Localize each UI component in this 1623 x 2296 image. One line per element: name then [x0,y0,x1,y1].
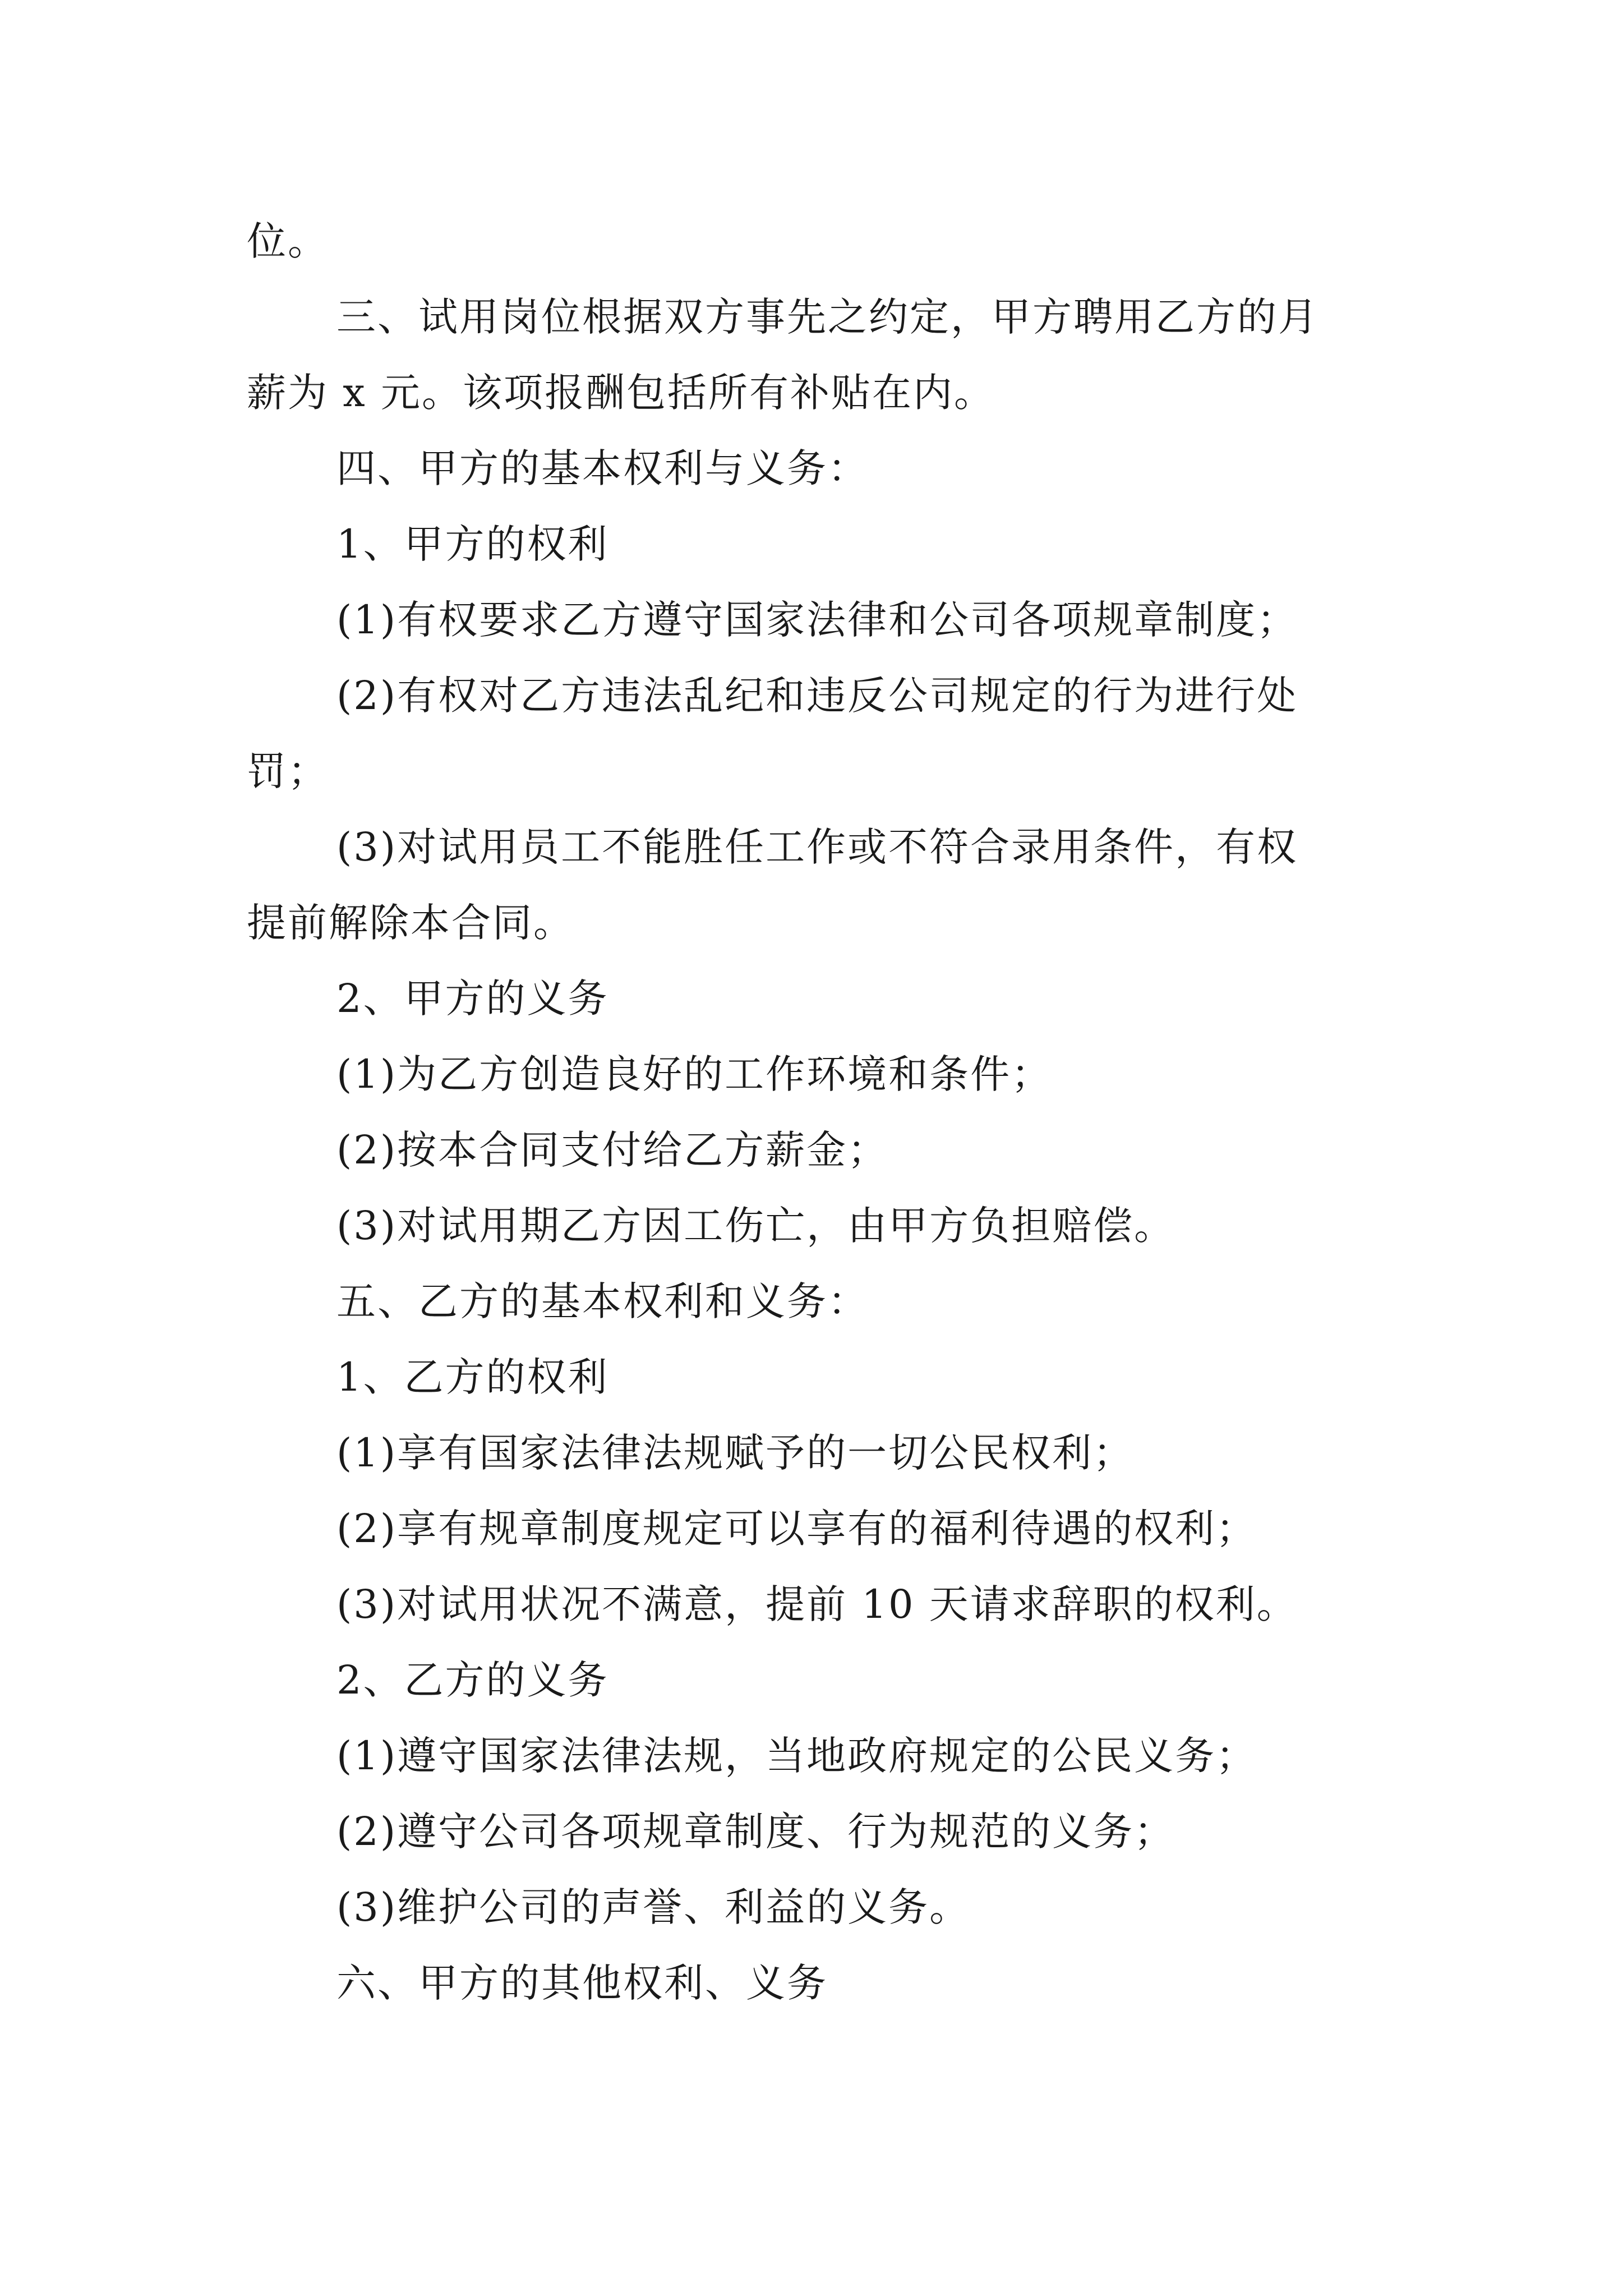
text-line: 1、甲方的权利 [336,521,609,567]
text-line: (2)遵守公司各项规章制度、行为规范的义务； [336,1809,1175,1855]
text-line: (1)享有国家法律法规赋予的一切公民权利； [336,1430,1135,1476]
text-line: (2)有权对乙方违法乱纪和违反公司规定的行为进行处 [336,673,1298,719]
text-line: 1、乙方的权利 [336,1354,609,1400]
text-line: (2)享有规章制度规定可以享有的福利待遇的权利； [336,1506,1257,1552]
text-line: 薪为 x 元。该项报酬包括所有补贴在内。 [247,370,995,416]
text-line: 五、乙方的基本权利和义务： [336,1278,869,1324]
text-line: (3)对试用期乙方因工伤亡，由甲方负担赔偿。 [336,1203,1175,1249]
text-line: (1)为乙方创造良好的工作环境和条件； [336,1051,1053,1097]
text-line: 位。 [247,218,329,264]
text-line: 2、乙方的义务 [336,1657,609,1703]
text-line: (2)按本合同支付给乙方薪金； [336,1127,889,1173]
text-line: (3)维护公司的声誉、利益的义务。 [336,1884,971,1930]
text-line: 四、甲方的基本权利与义务： [336,445,869,491]
text-line: 罚； [247,748,329,794]
text-line: 提前解除本合同。 [247,900,574,946]
text-line: 三、试用岗位根据双方事先之约定，甲方聘用乙方的月 [336,294,1319,340]
text-line: (3)对试用员工不能胜任工作或不符合录用条件，有权 [336,824,1298,870]
text-line: (1)有权要求乙方遵守国家法律和公司各项规章制度； [336,597,1298,643]
text-line: 六、甲方的其他权利、义务 [336,1960,828,2006]
text-line: (3)对试用状况不满意，提前 10 天请求辞职的权利。 [336,1581,1298,1627]
text-line: 2、甲方的义务 [336,976,609,1022]
text-line: (1)遵守国家法律法规，当地政府规定的公民义务； [336,1733,1257,1779]
